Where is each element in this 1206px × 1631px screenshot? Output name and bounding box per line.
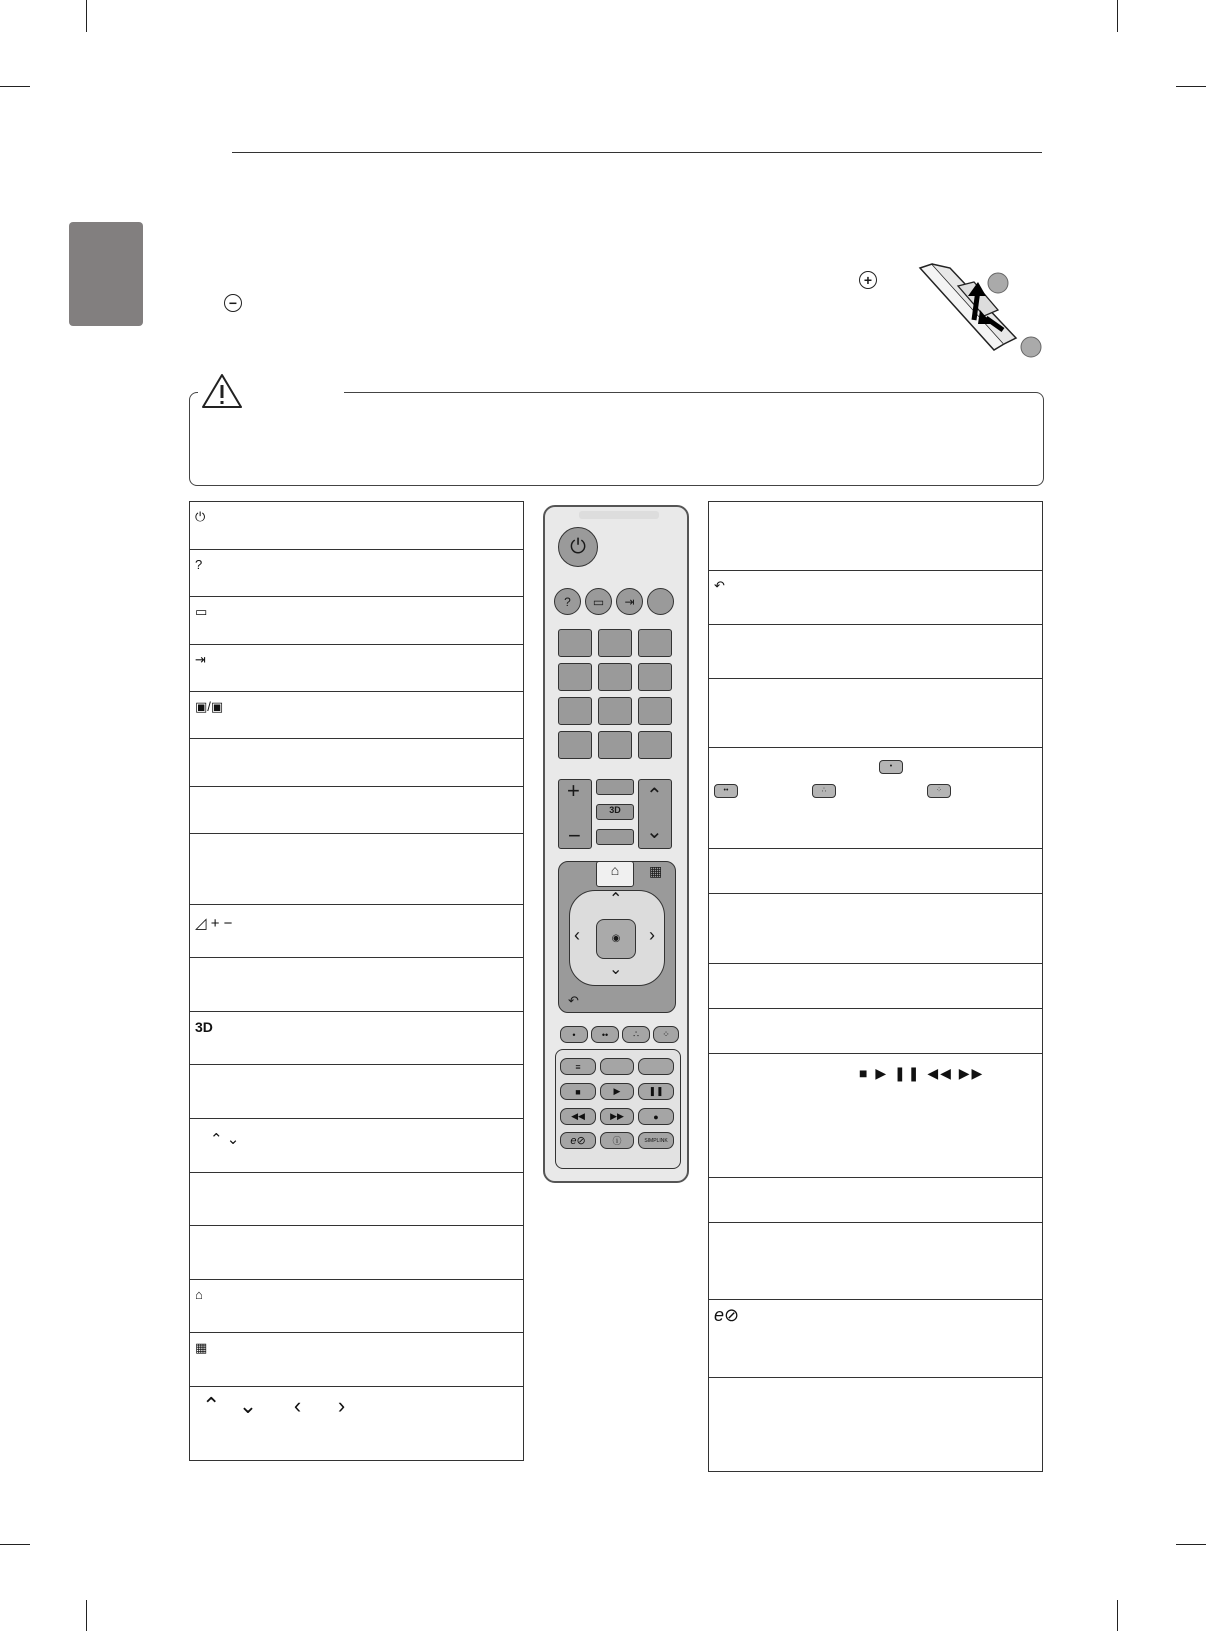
energy-saving-icon: e⊘ (714, 1305, 740, 1325)
key-table-row (190, 1226, 523, 1280)
remote-top-strip (579, 511, 659, 519)
remote-number-key[interactable] (638, 663, 672, 691)
remote-number-key[interactable] (558, 663, 592, 691)
color-key-icon: ⁘ (927, 784, 951, 798)
crop-mark (86, 1600, 87, 1631)
key-table-row (190, 1333, 523, 1387)
remote-number-key[interactable] (598, 629, 632, 657)
caution-box (189, 392, 1044, 486)
volume-plus-minus-icon: ◿ + − (195, 915, 233, 932)
remote-number-key[interactable] (598, 697, 632, 725)
plus-terminal-icon: + (859, 271, 877, 289)
playback-controls-icon: ■ ▶ ❚❚ ◀◀ ▶▶ (859, 1065, 985, 1081)
remote-help-button[interactable]: ? (554, 588, 581, 615)
crop-mark (1176, 86, 1206, 87)
key-table-row (709, 571, 1042, 625)
remote-number-key[interactable] (558, 731, 592, 759)
key-table-row (709, 964, 1042, 1009)
key-table-row (190, 692, 523, 739)
remote-red-key[interactable]: • (560, 1026, 588, 1043)
remote-energy-key[interactable]: e⊘ (560, 1132, 596, 1149)
right-key-table (708, 501, 1043, 1472)
key-table-row (190, 1119, 523, 1173)
remote-simplink-key[interactable]: SIMPLINK (638, 1132, 674, 1149)
remote-ok-button[interactable]: ◉ (596, 919, 636, 959)
color-key-icon: • (879, 760, 903, 774)
key-table-row (190, 905, 523, 958)
remote-number-key[interactable] (598, 663, 632, 691)
key-table-row (190, 834, 523, 905)
key-table-row (709, 1378, 1042, 1470)
key-table-row (709, 625, 1042, 679)
remote-dpad-right: › (649, 925, 655, 945)
key-table-row (709, 748, 1042, 849)
back-icon: ↶ (714, 578, 725, 593)
remote-number-key[interactable] (598, 731, 632, 759)
remote-fav-button[interactable] (596, 829, 634, 845)
key-table-row (709, 1009, 1042, 1054)
warning-triangle-icon (200, 372, 244, 410)
remote-number-key[interactable] (558, 697, 592, 725)
remote-dpad-left: ‹ (574, 925, 580, 945)
key-table-row (190, 645, 523, 692)
key-table-row (190, 597, 523, 645)
remote-vol-minus: − (568, 823, 581, 848)
remote-number-key[interactable] (638, 697, 672, 725)
crop-mark (1117, 1600, 1118, 1631)
key-table-row (190, 1387, 523, 1457)
remote-number-key[interactable] (558, 629, 592, 657)
left-key-table (189, 501, 524, 1461)
remote-control-illustration (543, 505, 689, 1183)
screen-ratio-icon: ▭ (195, 604, 208, 619)
remote-dpad-up: ⌃ (609, 891, 623, 908)
crop-mark (0, 1544, 30, 1545)
header-rule (232, 152, 1042, 153)
key-table-row (709, 679, 1042, 748)
input-icon: ⇥ (195, 652, 206, 667)
remote-power-button[interactable]: ⏻ (558, 527, 598, 567)
remote-dpad-down: ⌄ (609, 961, 623, 978)
remote-tv-radio-button[interactable] (647, 588, 674, 615)
crop-mark (0, 86, 30, 87)
key-table-row (190, 787, 523, 834)
remote-record-key[interactable]: ● (638, 1108, 674, 1125)
battery-cover-illustration (918, 262, 1043, 362)
3d-icon: 3D (195, 1019, 213, 1035)
navigation-arrows-icon: ⌃ ⌄ ‹ › (202, 1393, 346, 1418)
remote-green-key[interactable]: •• (591, 1026, 619, 1043)
remote-3d-button[interactable]: 3D (596, 804, 634, 820)
remote-input-button[interactable]: ⇥ (616, 588, 643, 615)
remote-forward-key[interactable]: ▶▶ (600, 1108, 634, 1125)
key-table-row (190, 550, 523, 597)
remote-ch-up: ⌃ (646, 785, 663, 807)
remote-stop-key[interactable]: ■ (560, 1083, 596, 1100)
remote-play-key[interactable]: ▶ (600, 1083, 634, 1100)
remote-rewind-key[interactable]: ◀◀ (560, 1108, 596, 1125)
remote-topt-key[interactable] (600, 1058, 634, 1075)
help-book-icon: ? (195, 557, 203, 572)
key-table-row (709, 894, 1042, 964)
remote-ch-down: ⌄ (646, 821, 663, 843)
remote-home-button[interactable]: ⌂ (596, 861, 634, 887)
remote-vol-plus: + (567, 778, 580, 803)
power-icon: ⏻ (195, 509, 206, 524)
key-table-row (709, 849, 1042, 894)
remote-text-key[interactable]: ≡ (560, 1058, 596, 1075)
key-table-row (709, 1054, 1042, 1178)
remote-yellow-key[interactable]: ∴ (622, 1026, 650, 1043)
remote-number-key[interactable] (638, 629, 672, 657)
remote-pause-key[interactable]: ❚❚ (638, 1083, 674, 1100)
crop-mark (1176, 1544, 1206, 1545)
language-side-tab (69, 222, 143, 326)
key-table-row (190, 1065, 523, 1119)
key-table-row (709, 1178, 1042, 1223)
color-key-icon: ∴ (812, 784, 836, 798)
color-key-icon: •• (714, 784, 738, 798)
key-table-row (190, 1012, 523, 1065)
key-table-row (190, 502, 523, 550)
program-up-down-icon: ⌃ ⌄ (210, 1131, 240, 1148)
tv-radio-icon: ▣/▣ (195, 699, 224, 714)
key-table-row (709, 502, 1042, 571)
key-table-row (190, 958, 523, 1012)
home-icon: ⌂ (195, 1287, 203, 1302)
remote-subtitle-key[interactable] (638, 1058, 674, 1075)
remote-ratio-button[interactable]: ▭ (585, 588, 612, 615)
key-table-row (709, 1223, 1042, 1300)
key-table-row (190, 1280, 523, 1333)
remote-apps-button[interactable]: ▦ (649, 863, 663, 879)
remote-info-key[interactable]: ⓘ (600, 1132, 634, 1149)
crop-mark (1117, 0, 1118, 32)
key-table-row (190, 1173, 523, 1226)
remote-mute-button[interactable] (596, 779, 634, 795)
remote-number-key[interactable] (638, 731, 672, 759)
apps-grid-icon: ▦ (195, 1340, 208, 1355)
remote-blue-key[interactable]: ⁘ (653, 1026, 679, 1043)
remote-back-button[interactable]: ↶ (568, 993, 579, 1008)
key-table-row (190, 739, 523, 787)
crop-mark (86, 0, 87, 32)
key-table-row (709, 1300, 1042, 1378)
minus-terminal-icon: − (224, 294, 242, 312)
